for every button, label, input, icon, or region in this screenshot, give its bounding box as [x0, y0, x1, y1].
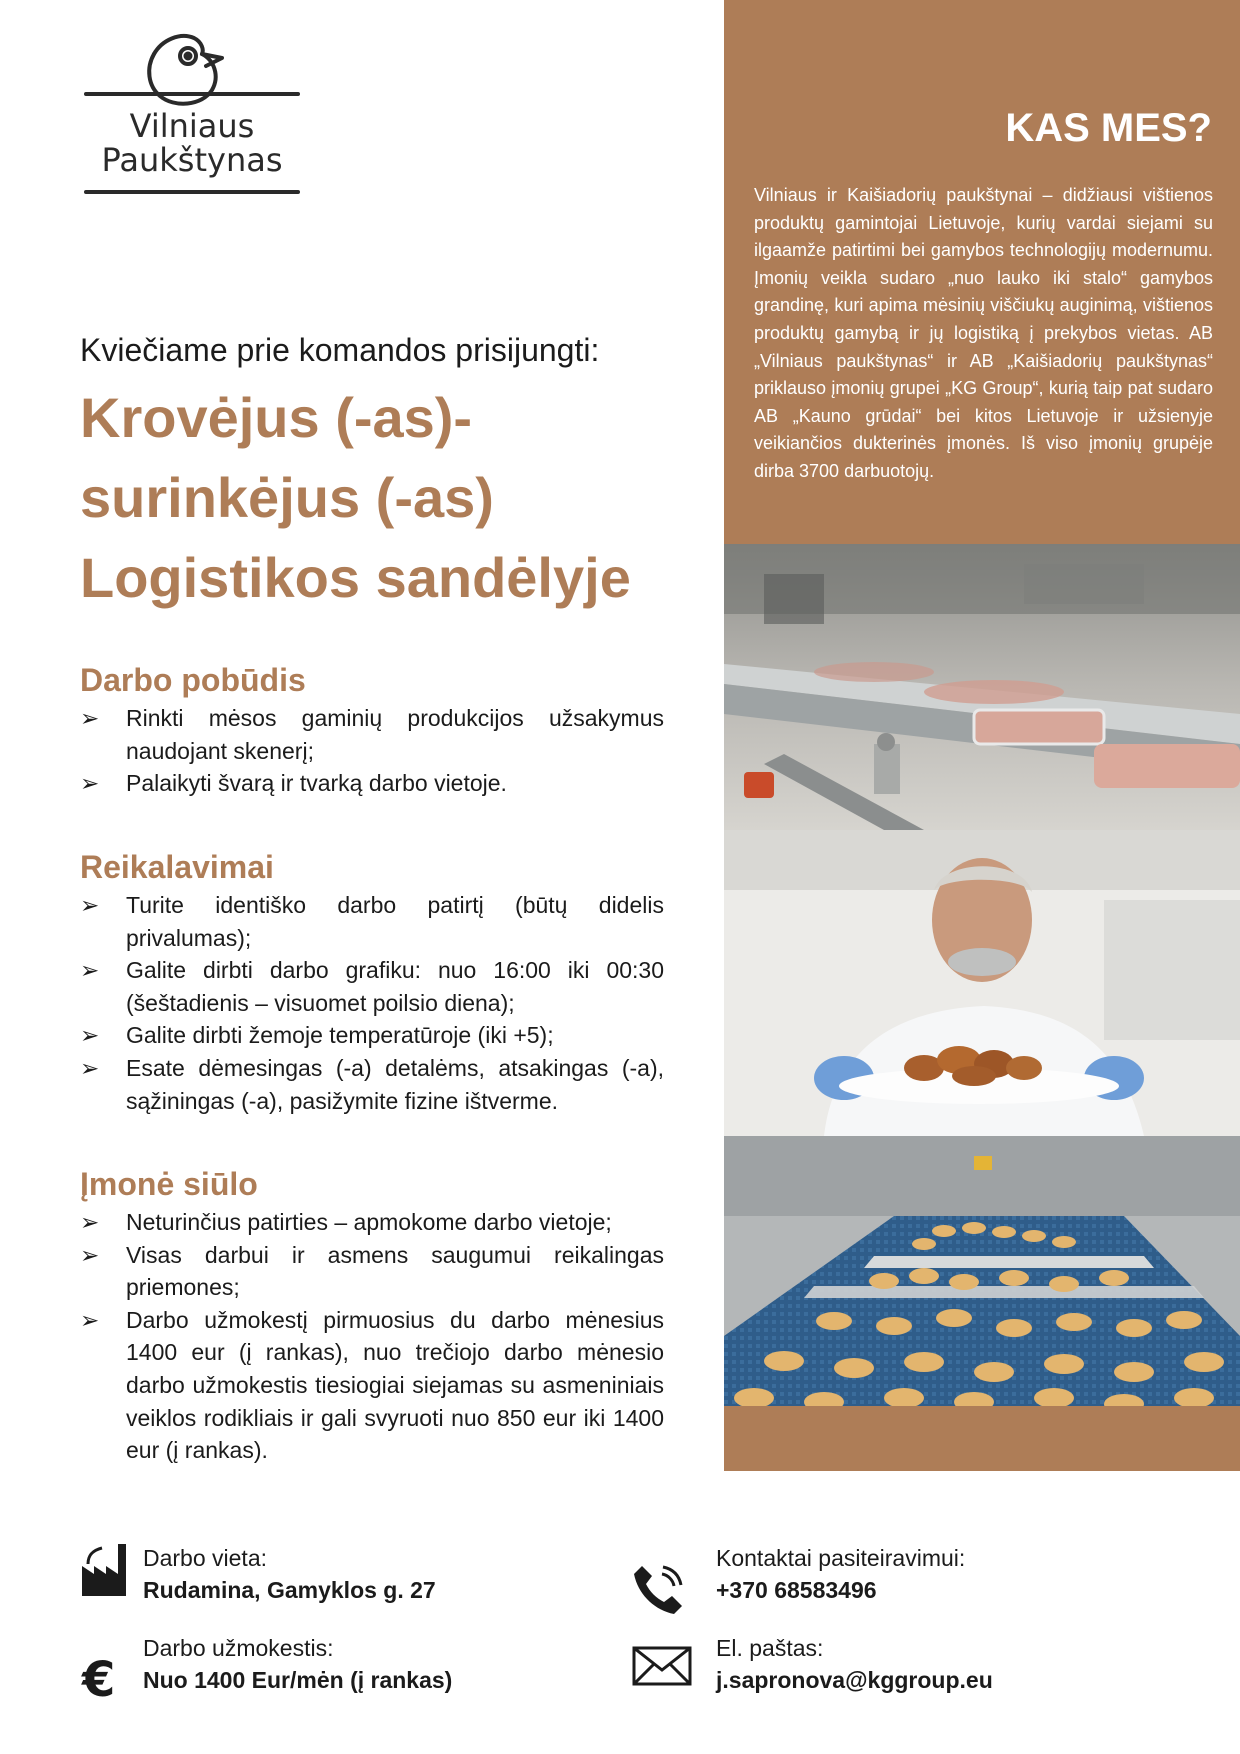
- email-label: El. paštas:: [716, 1635, 824, 1661]
- list-item: ➢ Rinkti mėsos gaminių produkcijos užsakymus naudojant skenerį;: [80, 702, 664, 767]
- phone-icon: [632, 1560, 688, 1616]
- list-item: ➢ Visas darbui ir asmens saugumui reikalingas priemones;: [80, 1239, 664, 1304]
- email-address[interactable]: j.sapronova@kggroup.eu: [716, 1667, 993, 1693]
- list-item: ➢ Galite dirbti darbo grafiku: nuo 16:00 iki 00:30 (šeštadienis – visuomet poilsio diena);: [80, 954, 664, 1019]
- duties-heading: Darbo pobūdis: [80, 662, 306, 698]
- arrow-bullet-icon: ➢: [80, 1022, 100, 1049]
- contact-phone[interactable]: +370 68583496: [716, 1577, 877, 1603]
- email-info: [716, 1632, 993, 1696]
- location-info: [143, 1542, 436, 1606]
- envelope-icon: [632, 1644, 692, 1688]
- salary-value: Nuo 1400 Eur/mėn (į rankas): [143, 1667, 453, 1693]
- offer-list: [80, 1206, 664, 1467]
- job-title-line-1: Krovėjus (-as)-: [80, 386, 473, 449]
- arrow-bullet-icon: ➢: [80, 1241, 100, 1268]
- offer-heading: Įmonė siūlo: [80, 1166, 258, 1202]
- requirements-heading: Reikalavimai: [80, 849, 274, 885]
- location-value: Rudamina, Gamyklos g. 27: [143, 1577, 436, 1603]
- brand-line-1: Vilniaus: [129, 107, 255, 145]
- arrow-bullet-icon: ➢: [80, 957, 100, 984]
- arrow-bullet-icon: ➢: [80, 1209, 100, 1235]
- euro-icon: [78, 1650, 134, 1706]
- list-item: ➢ Turite identiško darbo patirtį (būtų didelis privalumas);: [80, 889, 664, 954]
- photo-chef-with-plate: [724, 830, 1240, 1136]
- list-item: ➢ Galite dirbti žemoje temperatūroje (iki +5);: [80, 1019, 664, 1052]
- contact-label: Kontaktai pasiteiravimui:: [716, 1545, 966, 1571]
- contact-info: [716, 1542, 965, 1606]
- duties-list: [80, 702, 664, 800]
- list-item: ➢ Esate dėmesingas (-a) detalėms, atsakingas (-a), sąžiningas (-a), pasižymite fizine ištverme.: [80, 1052, 664, 1117]
- location-label: Darbo vieta:: [143, 1545, 268, 1571]
- salary-label: Darbo užmokestis:: [143, 1635, 334, 1661]
- list-item: ➢ Neturinčius patirties – apmokome darbo vietoje;: [80, 1206, 664, 1239]
- about-title: KAS MES?: [1005, 106, 1212, 150]
- salary-info: [143, 1632, 452, 1696]
- arrow-bullet-icon: ➢: [80, 770, 100, 797]
- arrow-bullet-icon: ➢: [80, 1306, 100, 1333]
- brand-line-2: Paukštynas: [101, 141, 283, 179]
- photo-production-line: [724, 544, 1240, 830]
- job-title-line-3: Logistikos sandėlyje: [80, 546, 631, 609]
- list-item: ➢ Palaikyti švarą ir tvarką darbo vietoje.: [80, 767, 664, 800]
- photo-conveyor-nuggets: [724, 1136, 1240, 1406]
- arrow-bullet-icon: ➢: [80, 1054, 100, 1081]
- arrow-bullet-icon: ➢: [80, 705, 100, 731]
- job-title: [80, 378, 720, 618]
- job-title-line-2: surinkėjus (-as): [80, 466, 494, 529]
- arrow-bullet-icon: ➢: [80, 892, 100, 918]
- svg-text:€: €: [82, 1652, 116, 1706]
- list-item: ➢ Darbo užmokestį pirmuosius du darbo mėnesius 1400 eur (į rankas), nuo trečiojo darbo mėnesio darbo užmokestis tiesiogiai siejamas su asmeniniais veiklos rodikliais ir gali svyruoti nuo 850 eur iki 1400 eur (į rankas).: [80, 1304, 664, 1467]
- requirements-list: [80, 889, 664, 1117]
- factory-icon: [78, 1540, 134, 1596]
- company-logo: [84, 24, 300, 196]
- invitation-text: Kviečiame prie komandos prisijungti:: [80, 332, 600, 368]
- about-text: Vilniaus ir Kaišiadorių paukštynai – didžiausi vištienos produktų gamintojai Lietuvoje, kurių vardai siejami su ilgaamže patirtimi bei gamybos technologijų modernumu. Įmonių veikla sudaro „nuo lauko iki stalo“ gamybos grandinę, kuri apima mėsinių viščiukų auginimą, vištienos produktų gamybą ir jų logistiką į prekybos vietas. AB „Vilniaus paukštynas“ ir AB „Kaišiadorių paukštynas“ priklauso įmonių grupei „KG Group“, kurią taip pat sudaro AB „Kauno grūdai“ bei kitos Lietuvoje ir užsienyje veikiančios dukterinės įmonės. Iš viso įmonių grupėje dirba 3700 darbuotojų.: [754, 185, 1213, 481]
